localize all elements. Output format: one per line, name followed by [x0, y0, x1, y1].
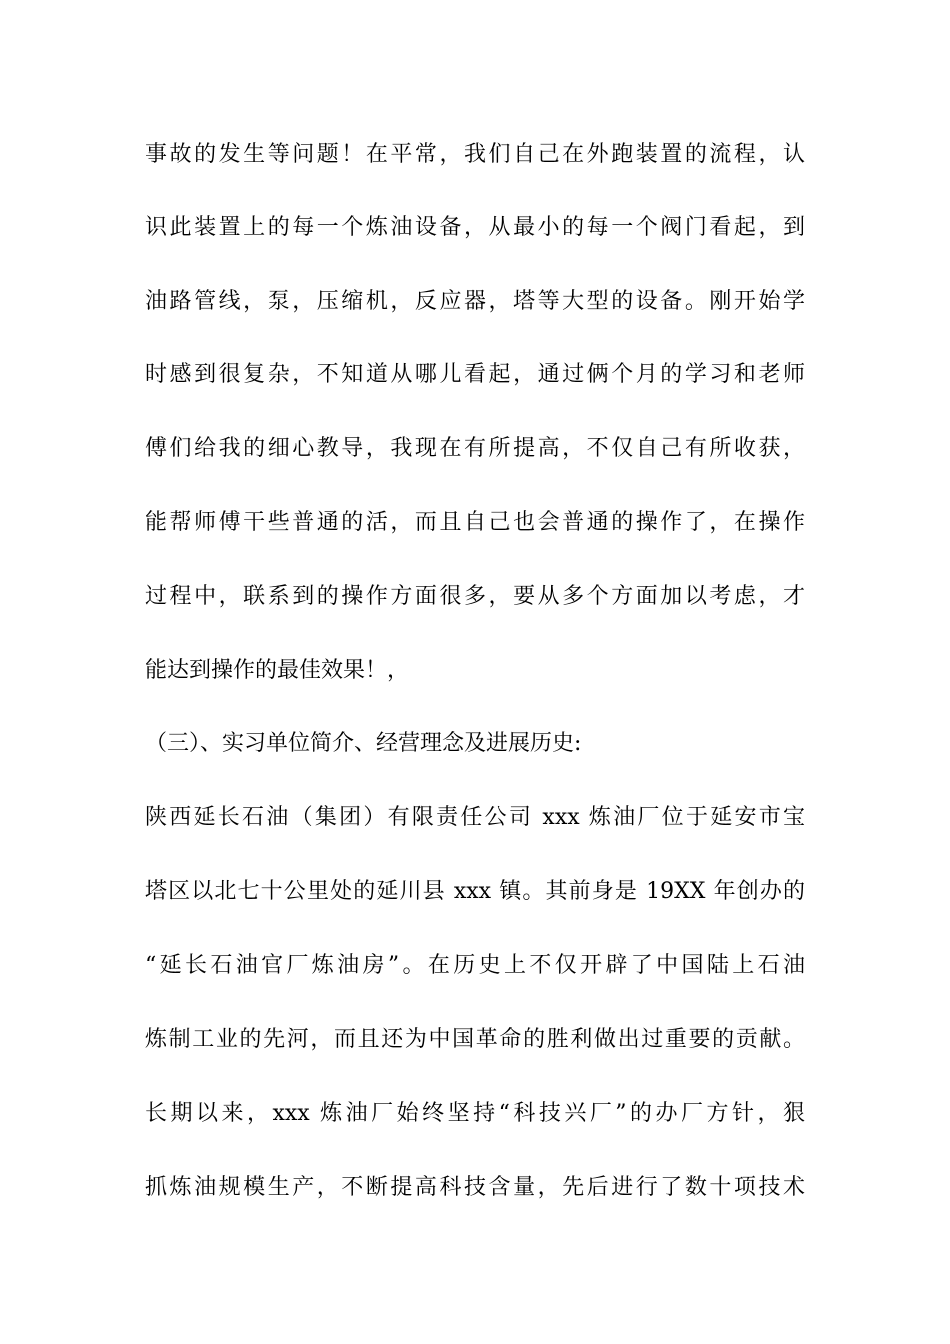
text-line-13: 炼制工业的先河，而且还为中国革命的胜利做出过重要的贡献。 [145, 1027, 805, 1052]
text-line-14: 长期以来，xxx 炼油厂始终坚持“科技兴厂”的办厂方针，狠 [145, 1101, 805, 1126]
text-line-1: 事故的发生等问题！在平常，我们自己在外跑装置的流程，认 [145, 142, 805, 167]
section-heading: （三）、实习单位简介、经营理念及进展历史: [145, 731, 582, 756]
text-line-2: 识此装置上的每一个炼油设备，从最小的每一个阀门看起，到 [145, 215, 805, 240]
text-line-15: 抓炼油规模生产，不断提高科技含量，先后进行了数十项技术 [145, 1175, 805, 1200]
text-line-3: 油路管线，泵，压缩机，反应器，塔等大型的设备。刚开始学 [145, 289, 805, 314]
text-line-12: “延长石油官厂炼油房”。在历史上不仅开辟了中国陆上石油 [145, 953, 805, 978]
text-line-8: 能达到操作的最佳效果！， [145, 658, 410, 683]
text-line-7: 过程中，联系到的操作方面很多，要从多个方面加以考虑，才 [145, 584, 805, 609]
text-line-4: 时感到很复杂，不知道从哪儿看起，通过俩个月的学习和老师 [145, 362, 805, 387]
text-line-5: 傅们给我的细心教导，我现在有所提高，不仅自己有所收获， [145, 436, 805, 461]
text-line-6: 能帮师傅干些普通的活，而且自己也会普通的操作了，在操作 [145, 510, 805, 535]
text-line-11: 塔区以北七十公里处的延川县 xxx 镇。其前身是 19XX 年创办的 [145, 879, 805, 904]
text-line-10: 陕西延长石油（集团）有限责任公司 xxx 炼油厂位于延安市宝 [145, 805, 805, 830]
